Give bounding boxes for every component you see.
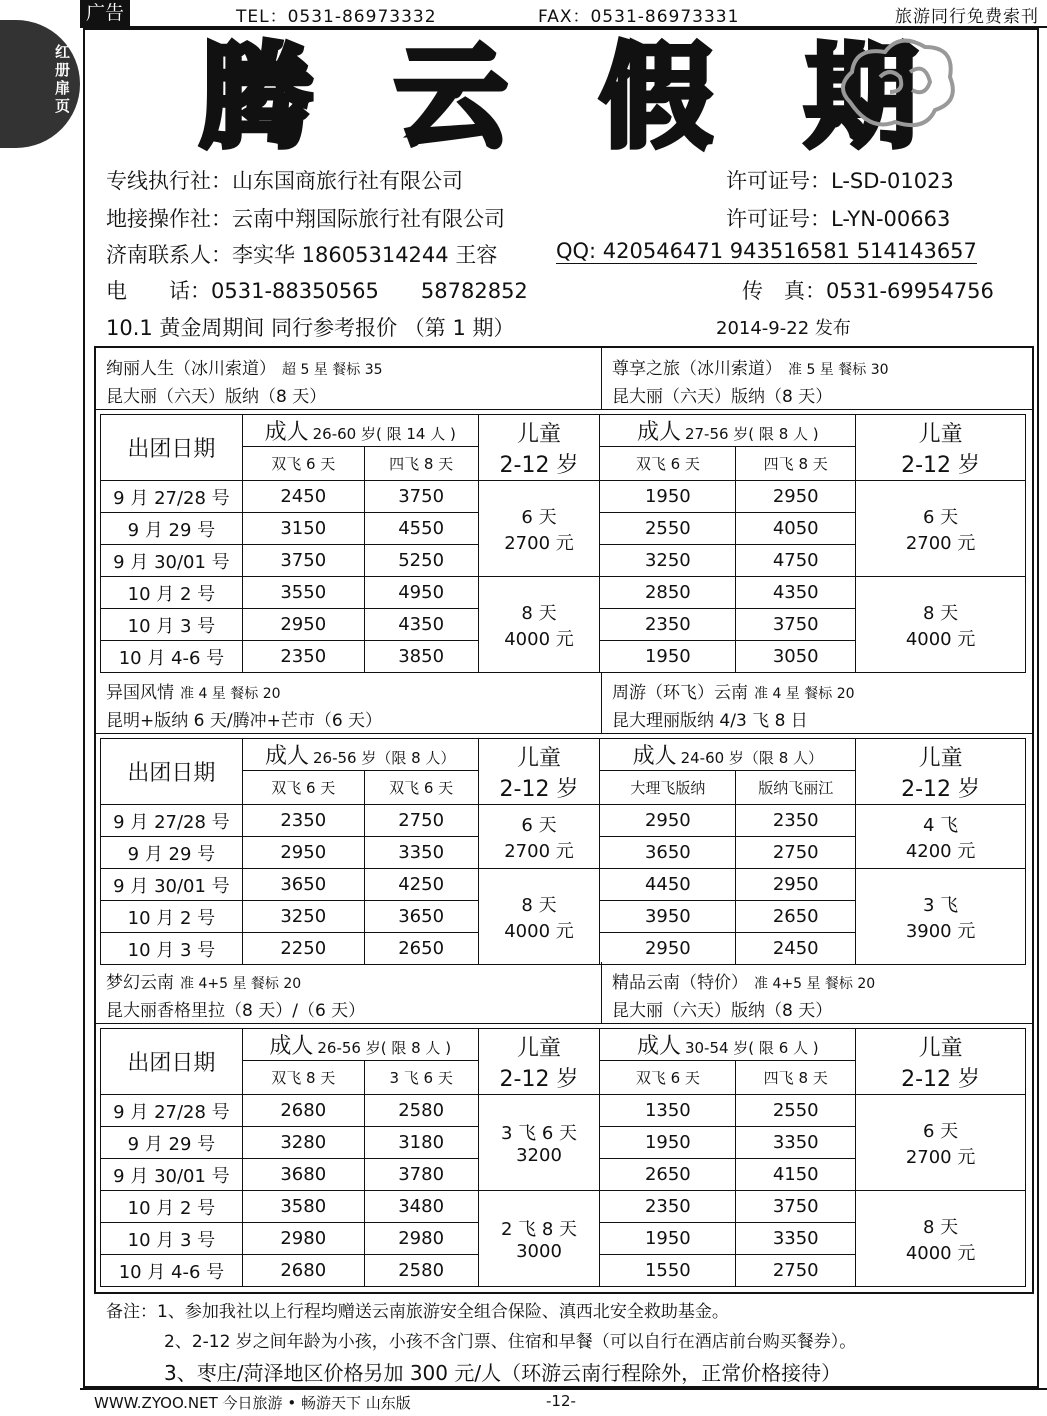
package-header bbox=[602, 348, 1032, 410]
adult-price: 3850 bbox=[364, 641, 478, 673]
adult-header bbox=[242, 415, 478, 447]
adult-price: 3350 bbox=[736, 1127, 856, 1159]
adult-price: 3550 bbox=[242, 577, 364, 609]
package-title: 异国风情 bbox=[106, 683, 174, 703]
trip-type-header: 四飞 8 天 bbox=[364, 447, 478, 481]
adult-header bbox=[242, 1029, 478, 1061]
child-amount: 2700 元 bbox=[905, 1146, 976, 1168]
child-duration: 8 天 bbox=[922, 602, 959, 624]
child-duration: 6 天 bbox=[521, 506, 557, 528]
license-sd: 许可证号：L-SD-01023 bbox=[726, 169, 954, 193]
trip-type-header: 大理飞版纳 bbox=[600, 771, 736, 805]
adult-price: 3750 bbox=[736, 609, 856, 641]
package-route: 昆大丽香格里拉（8 天）/（6 天） bbox=[106, 1001, 366, 1021]
adult-price: 3580 bbox=[242, 1191, 364, 1223]
package-grade: 准 4 星 餐标 20 bbox=[754, 686, 855, 702]
adult-price: 3250 bbox=[242, 901, 364, 933]
operator-line: 专线执行社：山东国商旅行社有限公司 bbox=[106, 169, 463, 193]
adult-price: 4250 bbox=[364, 869, 478, 901]
child-price bbox=[856, 481, 1026, 577]
child-age: 2-12 岁 bbox=[901, 452, 981, 478]
child-header bbox=[856, 415, 1026, 481]
side-tab-label: 红册扉页 bbox=[53, 44, 71, 116]
adult-price: 1950 bbox=[600, 1127, 736, 1159]
adult-price: 2650 bbox=[364, 933, 478, 965]
adult-price: 2680 bbox=[242, 1255, 364, 1287]
depart-date: 9 月 30/01 号 bbox=[101, 545, 243, 577]
footer bbox=[80, 1388, 1047, 1416]
depart-date: 10 月 3 号 bbox=[101, 1223, 243, 1255]
package-name bbox=[612, 354, 889, 379]
child-amount: 3000 bbox=[516, 1241, 562, 1262]
date-col-header: 出团日期 bbox=[101, 739, 243, 805]
table-row bbox=[101, 869, 1026, 901]
adult-price: 4050 bbox=[736, 513, 856, 545]
child-header bbox=[478, 415, 600, 481]
child-age: 2-12 岁 bbox=[901, 1066, 981, 1092]
price-table bbox=[100, 738, 1026, 965]
child-duration: 6 天 bbox=[922, 506, 959, 528]
depart-date: 10 月 4-6 号 bbox=[101, 1255, 243, 1287]
child-amount: 4000 元 bbox=[504, 920, 574, 942]
child-label: 儿童 bbox=[918, 745, 963, 771]
depart-date: 9 月 30/01 号 bbox=[101, 869, 243, 901]
adult-price: 3650 bbox=[242, 869, 364, 901]
adult-price: 2550 bbox=[600, 513, 736, 545]
adult-price: 3680 bbox=[242, 1159, 364, 1191]
phone-line: 电 话：0531-88350565 58782852 bbox=[106, 279, 528, 303]
package-route: 昆大丽（六天）版纳（8 天） bbox=[612, 387, 833, 407]
adult-price: 2980 bbox=[364, 1223, 478, 1255]
adult-price: 2950 bbox=[736, 869, 856, 901]
package-name bbox=[106, 678, 281, 703]
depart-date: 10 月 2 号 bbox=[101, 1191, 243, 1223]
adult-price: 3350 bbox=[364, 837, 478, 869]
adult-price: 3180 bbox=[364, 1127, 478, 1159]
child-duration: 8 天 bbox=[521, 602, 557, 624]
adult-price: 3350 bbox=[736, 1223, 856, 1255]
adult-price: 2350 bbox=[600, 1191, 736, 1223]
child-label: 儿童 bbox=[918, 1035, 963, 1061]
note-3: 3、枣庄/菏泽地区价格另加 300 元/人（环游云南行程除外，正常价格接待） bbox=[164, 1361, 842, 1385]
adult-price: 1950 bbox=[600, 1223, 736, 1255]
child-price bbox=[856, 1191, 1026, 1287]
trip-type-header: 双飞 6 天 bbox=[600, 1061, 736, 1095]
adult-age-note: 24-60 岁（限 8 人） bbox=[680, 749, 824, 767]
package-name bbox=[106, 968, 301, 993]
table-row bbox=[101, 1095, 1026, 1127]
trip-type-header: 四飞 8 天 bbox=[736, 447, 856, 481]
adult-price: 3650 bbox=[364, 901, 478, 933]
adult-price: 3280 bbox=[242, 1127, 364, 1159]
child-amount: 2700 元 bbox=[504, 532, 574, 554]
adult-price: 2580 bbox=[364, 1255, 478, 1287]
price-table bbox=[100, 1028, 1026, 1287]
magazine-tagline: 旅游同行免费索刊 bbox=[895, 7, 1039, 27]
table-row bbox=[101, 577, 1026, 609]
company-logo bbox=[200, 33, 960, 163]
trip-type-header: 双飞 6 天 bbox=[364, 771, 478, 805]
adult-header bbox=[600, 739, 856, 771]
logo-char-1: 腾 bbox=[200, 33, 312, 163]
package-grade: 准 4 星 餐标 20 bbox=[180, 686, 281, 702]
adult-price: 3650 bbox=[600, 837, 736, 869]
adult-price: 2350 bbox=[242, 805, 364, 837]
adult-price: 2950 bbox=[736, 481, 856, 513]
package-name bbox=[612, 968, 875, 993]
table-row bbox=[101, 805, 1026, 837]
child-label: 儿童 bbox=[517, 421, 562, 447]
child-duration: 4 飞 bbox=[922, 814, 959, 836]
child-price bbox=[856, 577, 1026, 673]
price-tables bbox=[94, 346, 1034, 1294]
adult-price: 4950 bbox=[364, 577, 478, 609]
trip-type-header: 四飞 8 天 bbox=[736, 1061, 856, 1095]
adult-age-note: 27-56 岁( 限 8 人 ) bbox=[684, 425, 819, 443]
package-title: 梦幻云南 bbox=[106, 973, 174, 993]
page-number: -12- bbox=[546, 1392, 576, 1410]
child-label: 儿童 bbox=[517, 1035, 562, 1061]
package-header bbox=[96, 962, 602, 1024]
child-header bbox=[478, 1029, 600, 1095]
trip-type-header: 3 飞 6 天 bbox=[364, 1061, 478, 1095]
price-title: 10.1 黄金周期间 同行参考报价 （第 1 期） bbox=[106, 316, 515, 340]
package-title: 周游（环飞）云南 bbox=[612, 683, 748, 703]
table-header-row bbox=[101, 739, 1026, 771]
depart-date: 9 月 27/28 号 bbox=[101, 481, 243, 513]
adult-price: 2950 bbox=[600, 805, 736, 837]
adult-label: 成人 bbox=[264, 420, 309, 445]
package-name bbox=[106, 354, 383, 379]
footer-site: WWW.ZYOO.NET 今日旅游 • 畅游天下 山东版 bbox=[94, 1394, 411, 1412]
child-duration: 6 天 bbox=[521, 814, 557, 836]
depart-date: 10 月 3 号 bbox=[101, 933, 243, 965]
adult-price: 4350 bbox=[736, 577, 856, 609]
adult-price: 2350 bbox=[600, 609, 736, 641]
adult-label: 成人 bbox=[632, 744, 677, 769]
adult-age-note: 26-56 岁（限 8 人） bbox=[313, 749, 456, 767]
trip-type-header: 双飞 6 天 bbox=[242, 447, 364, 481]
child-header bbox=[478, 739, 600, 805]
adult-price: 1350 bbox=[600, 1095, 736, 1127]
adult-header bbox=[600, 415, 856, 447]
child-amount: 4000 元 bbox=[905, 1242, 976, 1264]
adult-price: 3050 bbox=[736, 641, 856, 673]
adult-price: 2650 bbox=[736, 901, 856, 933]
adult-price: 5250 bbox=[364, 545, 478, 577]
child-duration: 3 飞 6 天 bbox=[500, 1123, 578, 1144]
logo-char-3: 假 bbox=[600, 33, 712, 163]
package-header bbox=[602, 672, 1032, 734]
fax-line: 传 真：0531-69954756 bbox=[742, 279, 994, 303]
logo-char-4: 期 bbox=[805, 33, 917, 163]
adult-age-note: 26-56 岁( 限 8 人 ) bbox=[317, 1039, 452, 1057]
ground-operator-line: 地接操作社：云南中翔国际旅行社有限公司 bbox=[106, 207, 505, 231]
adult-price: 2750 bbox=[364, 805, 478, 837]
adult-header bbox=[600, 1029, 856, 1061]
child-price bbox=[856, 869, 1026, 965]
adult-age-note: 30-54 岁( 限 6 人 ) bbox=[684, 1039, 819, 1057]
qq-line: QQ: 420546471 943516581 514143657 bbox=[556, 239, 977, 263]
trip-type-header: 双飞 8 天 bbox=[242, 1061, 364, 1095]
adult-price: 2950 bbox=[242, 609, 364, 641]
adult-price: 2580 bbox=[364, 1095, 478, 1127]
child-header bbox=[856, 1029, 1026, 1095]
logo-char-2: 云 bbox=[395, 33, 507, 163]
tel-number: TEL：0531-86973332 bbox=[236, 2, 437, 28]
cloud-icon bbox=[830, 32, 960, 142]
price-table bbox=[100, 414, 1026, 673]
depart-date: 9 月 29 号 bbox=[101, 513, 243, 545]
package-grade: 准 4+5 星 餐标 20 bbox=[754, 976, 876, 992]
adult-label: 成人 bbox=[636, 1034, 681, 1059]
adult-price: 2850 bbox=[600, 577, 736, 609]
child-duration: 3 飞 bbox=[922, 894, 959, 916]
fax-number: FAX：0531-86973331 bbox=[538, 2, 739, 28]
depart-date: 10 月 2 号 bbox=[101, 577, 243, 609]
adult-price: 2350 bbox=[242, 641, 364, 673]
adult-price: 1950 bbox=[600, 481, 736, 513]
child-amount: 4000 元 bbox=[905, 628, 976, 650]
package-header bbox=[96, 348, 602, 410]
trip-type-header: 双飞 6 天 bbox=[242, 771, 364, 805]
trip-type-header: 版纳飞丽江 bbox=[736, 771, 856, 805]
package-header bbox=[96, 672, 602, 734]
child-amount: 3900 元 bbox=[905, 920, 976, 942]
child-price bbox=[856, 805, 1026, 869]
adult-price: 2680 bbox=[242, 1095, 364, 1127]
adult-price: 4550 bbox=[364, 513, 478, 545]
child-label: 儿童 bbox=[517, 745, 562, 771]
adult-price: 3150 bbox=[242, 513, 364, 545]
depart-date: 10 月 4-6 号 bbox=[101, 641, 243, 673]
adult-label: 成人 bbox=[264, 744, 309, 769]
table-row bbox=[101, 481, 1026, 513]
adult-age-note: 26-60 岁( 限 14 人 ) bbox=[312, 425, 456, 443]
table-row bbox=[101, 1191, 1026, 1223]
child-amount: 2700 元 bbox=[905, 532, 976, 554]
adult-price: 2550 bbox=[736, 1095, 856, 1127]
child-amount: 4000 元 bbox=[504, 628, 574, 650]
depart-date: 9 月 27/28 号 bbox=[101, 1095, 243, 1127]
child-duration: 8 天 bbox=[922, 1216, 959, 1238]
depart-date: 9 月 30/01 号 bbox=[101, 1159, 243, 1191]
adult-price: 3480 bbox=[364, 1191, 478, 1223]
adult-price: 3950 bbox=[600, 901, 736, 933]
child-duration: 6 天 bbox=[922, 1120, 959, 1142]
adult-price: 2950 bbox=[600, 933, 736, 965]
adult-price: 2250 bbox=[242, 933, 364, 965]
side-tab bbox=[0, 20, 80, 148]
table-header-row bbox=[101, 415, 1026, 447]
top-bar bbox=[80, 0, 1047, 28]
package-route: 昆大丽（六天）版纳（8 天） bbox=[612, 1001, 833, 1021]
adult-price: 3750 bbox=[364, 481, 478, 513]
child-age: 2-12 岁 bbox=[499, 452, 579, 478]
ad-tag: 广告 bbox=[80, 0, 130, 26]
depart-date: 9 月 27/28 号 bbox=[101, 805, 243, 837]
adult-price: 1950 bbox=[600, 641, 736, 673]
package-header bbox=[602, 962, 1032, 1024]
child-price bbox=[478, 869, 600, 965]
adult-price: 3780 bbox=[364, 1159, 478, 1191]
adult-label: 成人 bbox=[269, 1034, 314, 1059]
date-col-header: 出团日期 bbox=[101, 415, 243, 481]
child-price bbox=[478, 577, 600, 673]
adult-price: 2350 bbox=[736, 805, 856, 837]
child-duration: 2 飞 8 天 bbox=[500, 1219, 578, 1240]
adult-price: 2980 bbox=[242, 1223, 364, 1255]
package-grade: 超 5 星 餐标 35 bbox=[282, 362, 383, 378]
package-title: 尊享之旅（冰川索道） bbox=[612, 359, 782, 379]
child-amount: 3200 bbox=[516, 1145, 562, 1166]
adult-price: 2650 bbox=[600, 1159, 736, 1191]
adult-price: 3250 bbox=[600, 545, 736, 577]
depart-date: 9 月 29 号 bbox=[101, 1127, 243, 1159]
child-price bbox=[856, 1095, 1026, 1191]
child-age: 2-12 岁 bbox=[499, 1066, 579, 1092]
trip-type-header: 双飞 6 天 bbox=[600, 447, 736, 481]
child-price bbox=[478, 805, 600, 869]
package-route: 昆大理丽版纳 4/3 飞 8 日 bbox=[612, 711, 808, 731]
note-2: 2、2-12 岁之间年龄为小孩，小孩不含门票、住宿和早餐（可以自行在酒店前台购买餐券）。 bbox=[164, 1332, 857, 1352]
depart-date: 9 月 29 号 bbox=[101, 837, 243, 869]
publish-date: 2014-9-22 发布 bbox=[716, 318, 851, 339]
child-price bbox=[478, 1095, 600, 1191]
child-age: 2-12 岁 bbox=[901, 776, 981, 802]
adult-price: 2750 bbox=[736, 1255, 856, 1287]
adult-price: 4450 bbox=[600, 869, 736, 901]
adult-price: 2450 bbox=[736, 933, 856, 965]
child-price bbox=[478, 1191, 600, 1287]
adult-price: 2450 bbox=[242, 481, 364, 513]
child-age: 2-12 岁 bbox=[499, 776, 579, 802]
child-header bbox=[856, 739, 1026, 805]
adult-price: 4750 bbox=[736, 545, 856, 577]
child-duration: 8 天 bbox=[521, 894, 557, 916]
adult-price: 4350 bbox=[364, 609, 478, 641]
package-title: 绚丽人生（冰川索道） bbox=[106, 359, 276, 379]
contact-line: 济南联系人：李实华 18605314244 王容 bbox=[106, 243, 498, 267]
table-header-row bbox=[101, 1029, 1026, 1061]
note-1: 备注：1、参加我社以上行程均赠送云南旅游安全组合保险、滇西北安全救助基金。 bbox=[106, 1302, 729, 1322]
date-col-header: 出团日期 bbox=[101, 1029, 243, 1095]
package-grade: 准 4+5 星 餐标 20 bbox=[180, 976, 302, 992]
package-route: 昆大丽（六天）版纳（8 天） bbox=[106, 387, 327, 407]
adult-price: 1550 bbox=[600, 1255, 736, 1287]
package-route: 昆明+版纳 6 天/腾冲+芒市（6 天） bbox=[106, 711, 383, 731]
adult-price: 3750 bbox=[736, 1191, 856, 1223]
child-price bbox=[478, 481, 600, 577]
package-name bbox=[612, 678, 855, 703]
adult-header bbox=[242, 739, 478, 771]
child-label: 儿童 bbox=[918, 421, 963, 447]
child-amount: 4200 元 bbox=[905, 840, 976, 862]
depart-date: 10 月 3 号 bbox=[101, 609, 243, 641]
adult-price: 2950 bbox=[242, 837, 364, 869]
license-yn: 许可证号：L-YN-00663 bbox=[726, 207, 951, 231]
adult-price: 4150 bbox=[736, 1159, 856, 1191]
package-title: 精品云南（特价） bbox=[612, 973, 748, 993]
adult-price: 3750 bbox=[242, 545, 364, 577]
adult-label: 成人 bbox=[636, 420, 681, 445]
child-amount: 2700 元 bbox=[504, 840, 574, 862]
adult-price: 2750 bbox=[736, 837, 856, 869]
depart-date: 10 月 2 号 bbox=[101, 901, 243, 933]
package-grade: 准 5 星 餐标 30 bbox=[788, 362, 889, 378]
